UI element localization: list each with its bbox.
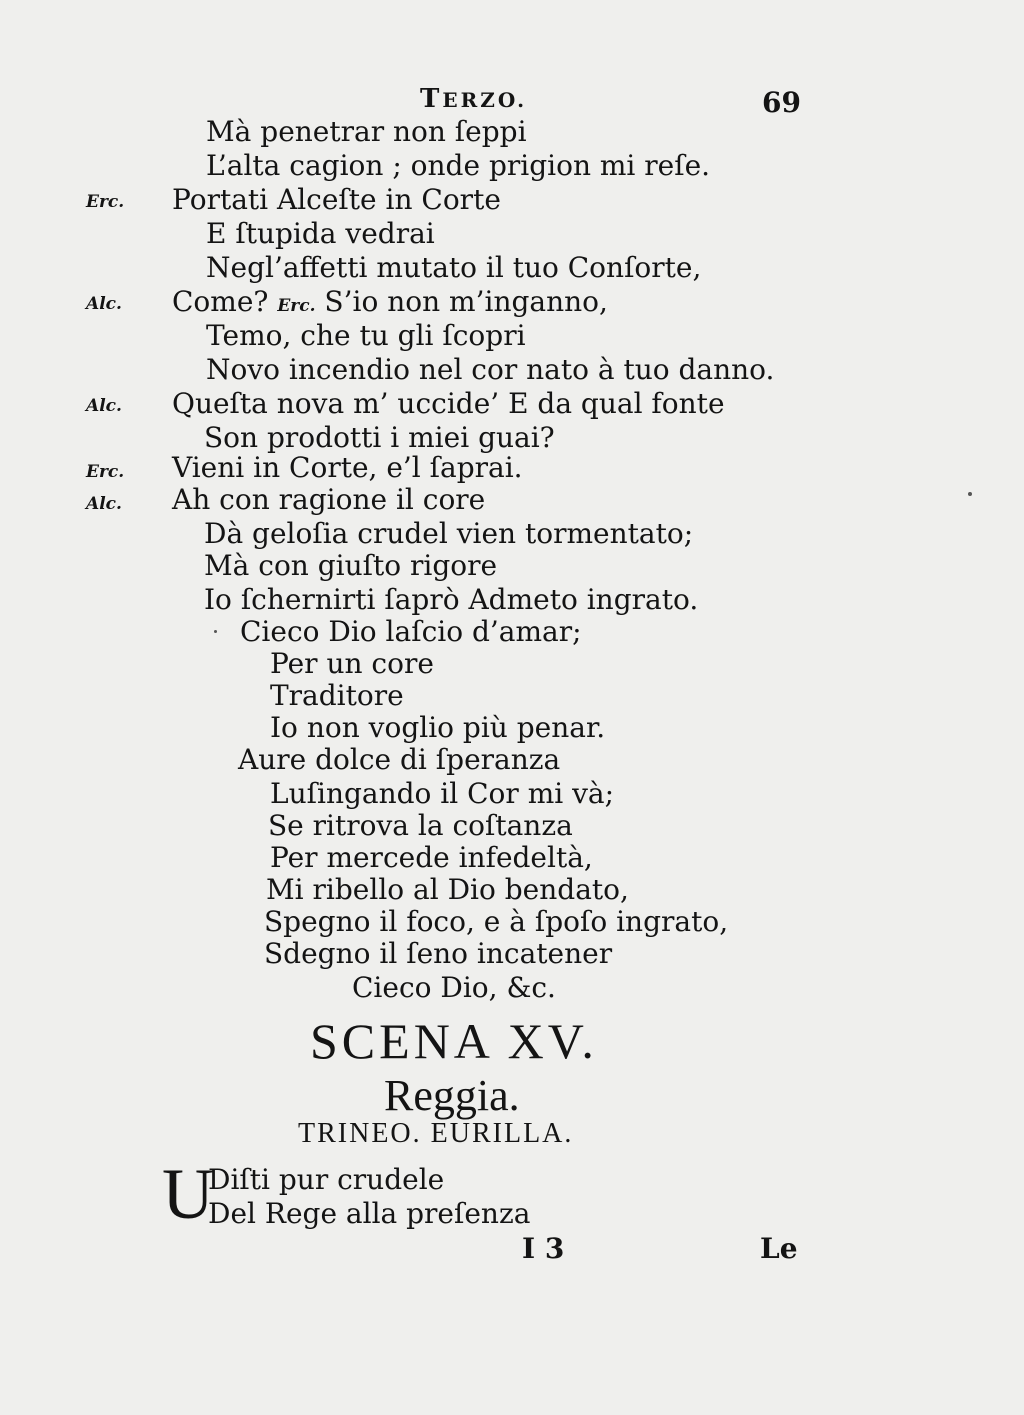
verse-line: Del Rege alla preſenza	[208, 1197, 531, 1230]
speaker-label: Alc.	[86, 294, 122, 314]
verse-line	[172, 286, 608, 322]
aria-line: Cieco Dio, &c.	[352, 971, 556, 1004]
aria-line: Spegno il foco, e à ſpoſo ingrato,	[264, 905, 729, 938]
verse-line: Negl’affetti mutato il tuo Conſorte,	[206, 251, 702, 284]
catchword: Le	[760, 1232, 798, 1265]
verse-line: Vieni in Corte, e’l ſaprai.	[172, 451, 523, 484]
verse-line: L’alta cagion ; onde prigion mi reſe.	[206, 149, 711, 182]
aria-line: Luſingando il Cor mi và;	[270, 777, 615, 810]
verse-line: Io ſchernirti ſaprò Admeto ingrato.	[204, 583, 699, 616]
verse-line: Queſta nova m’ uccide’ E da qual fonte	[172, 387, 725, 420]
running-head-rest: ERZO.	[442, 88, 528, 112]
verse-text: Come?	[172, 285, 269, 318]
verse-line: Mà penetrar non ſeppi	[206, 115, 527, 148]
verse-line: Portati Alceſte in Corte	[172, 183, 501, 216]
speaker-label: Erc.	[86, 192, 125, 212]
aria-line: Mi ribello al Dio bendato,	[266, 873, 629, 906]
verse-line: Temo, che tu gli ſcopri	[206, 319, 526, 352]
aria-line: Aure dolce di ſperanza	[238, 743, 561, 776]
verse-line: Diſti pur crudele	[208, 1163, 445, 1196]
drop-cap: U	[162, 1154, 214, 1234]
scene-characters: TRINEO. EURILLA.	[298, 1118, 574, 1149]
paper-speck	[214, 630, 217, 633]
verse-text: S’io non m’inganno,	[324, 285, 608, 318]
running-head	[420, 84, 527, 114]
verse-line: Novo incendio nel cor nato à tuo danno.	[206, 353, 775, 386]
scene-title: SCENA XV.	[310, 1013, 598, 1069]
scene-place: Reggia.	[384, 1071, 520, 1120]
speaker-label: Erc.	[86, 462, 125, 482]
aria-line: Traditore	[270, 679, 404, 712]
verse-line: Ah con ragione il core	[172, 483, 486, 516]
running-head-initial: T	[420, 84, 443, 114]
verse-line: Dà geloſia crudel vien tormentato;	[204, 517, 694, 550]
aria-line: Per mercede infedeltà,	[270, 841, 593, 874]
verse-line: E ſtupida vedrai	[206, 217, 435, 250]
paper-speck	[968, 492, 972, 496]
signature-mark: I 3	[522, 1232, 565, 1265]
aria-line: Cieco Dio laſcio d’amar;	[240, 615, 582, 648]
aria-line: Per un core	[270, 647, 434, 680]
aria-line: Se ritrova la coſtanza	[268, 809, 573, 842]
speaker-label: Alc.	[86, 396, 122, 416]
inline-speaker-label: Erc.	[277, 296, 316, 316]
verse-line: Son prodotti i miei guai?	[204, 421, 555, 454]
speaker-label: Alc.	[86, 494, 122, 514]
aria-line: Sdegno il ſeno incatener	[264, 937, 613, 970]
page-number: 69	[762, 86, 801, 119]
aria-line: Io non voglio più penar.	[270, 711, 606, 744]
verse-line: Mà con giuſto rigore	[204, 549, 498, 582]
